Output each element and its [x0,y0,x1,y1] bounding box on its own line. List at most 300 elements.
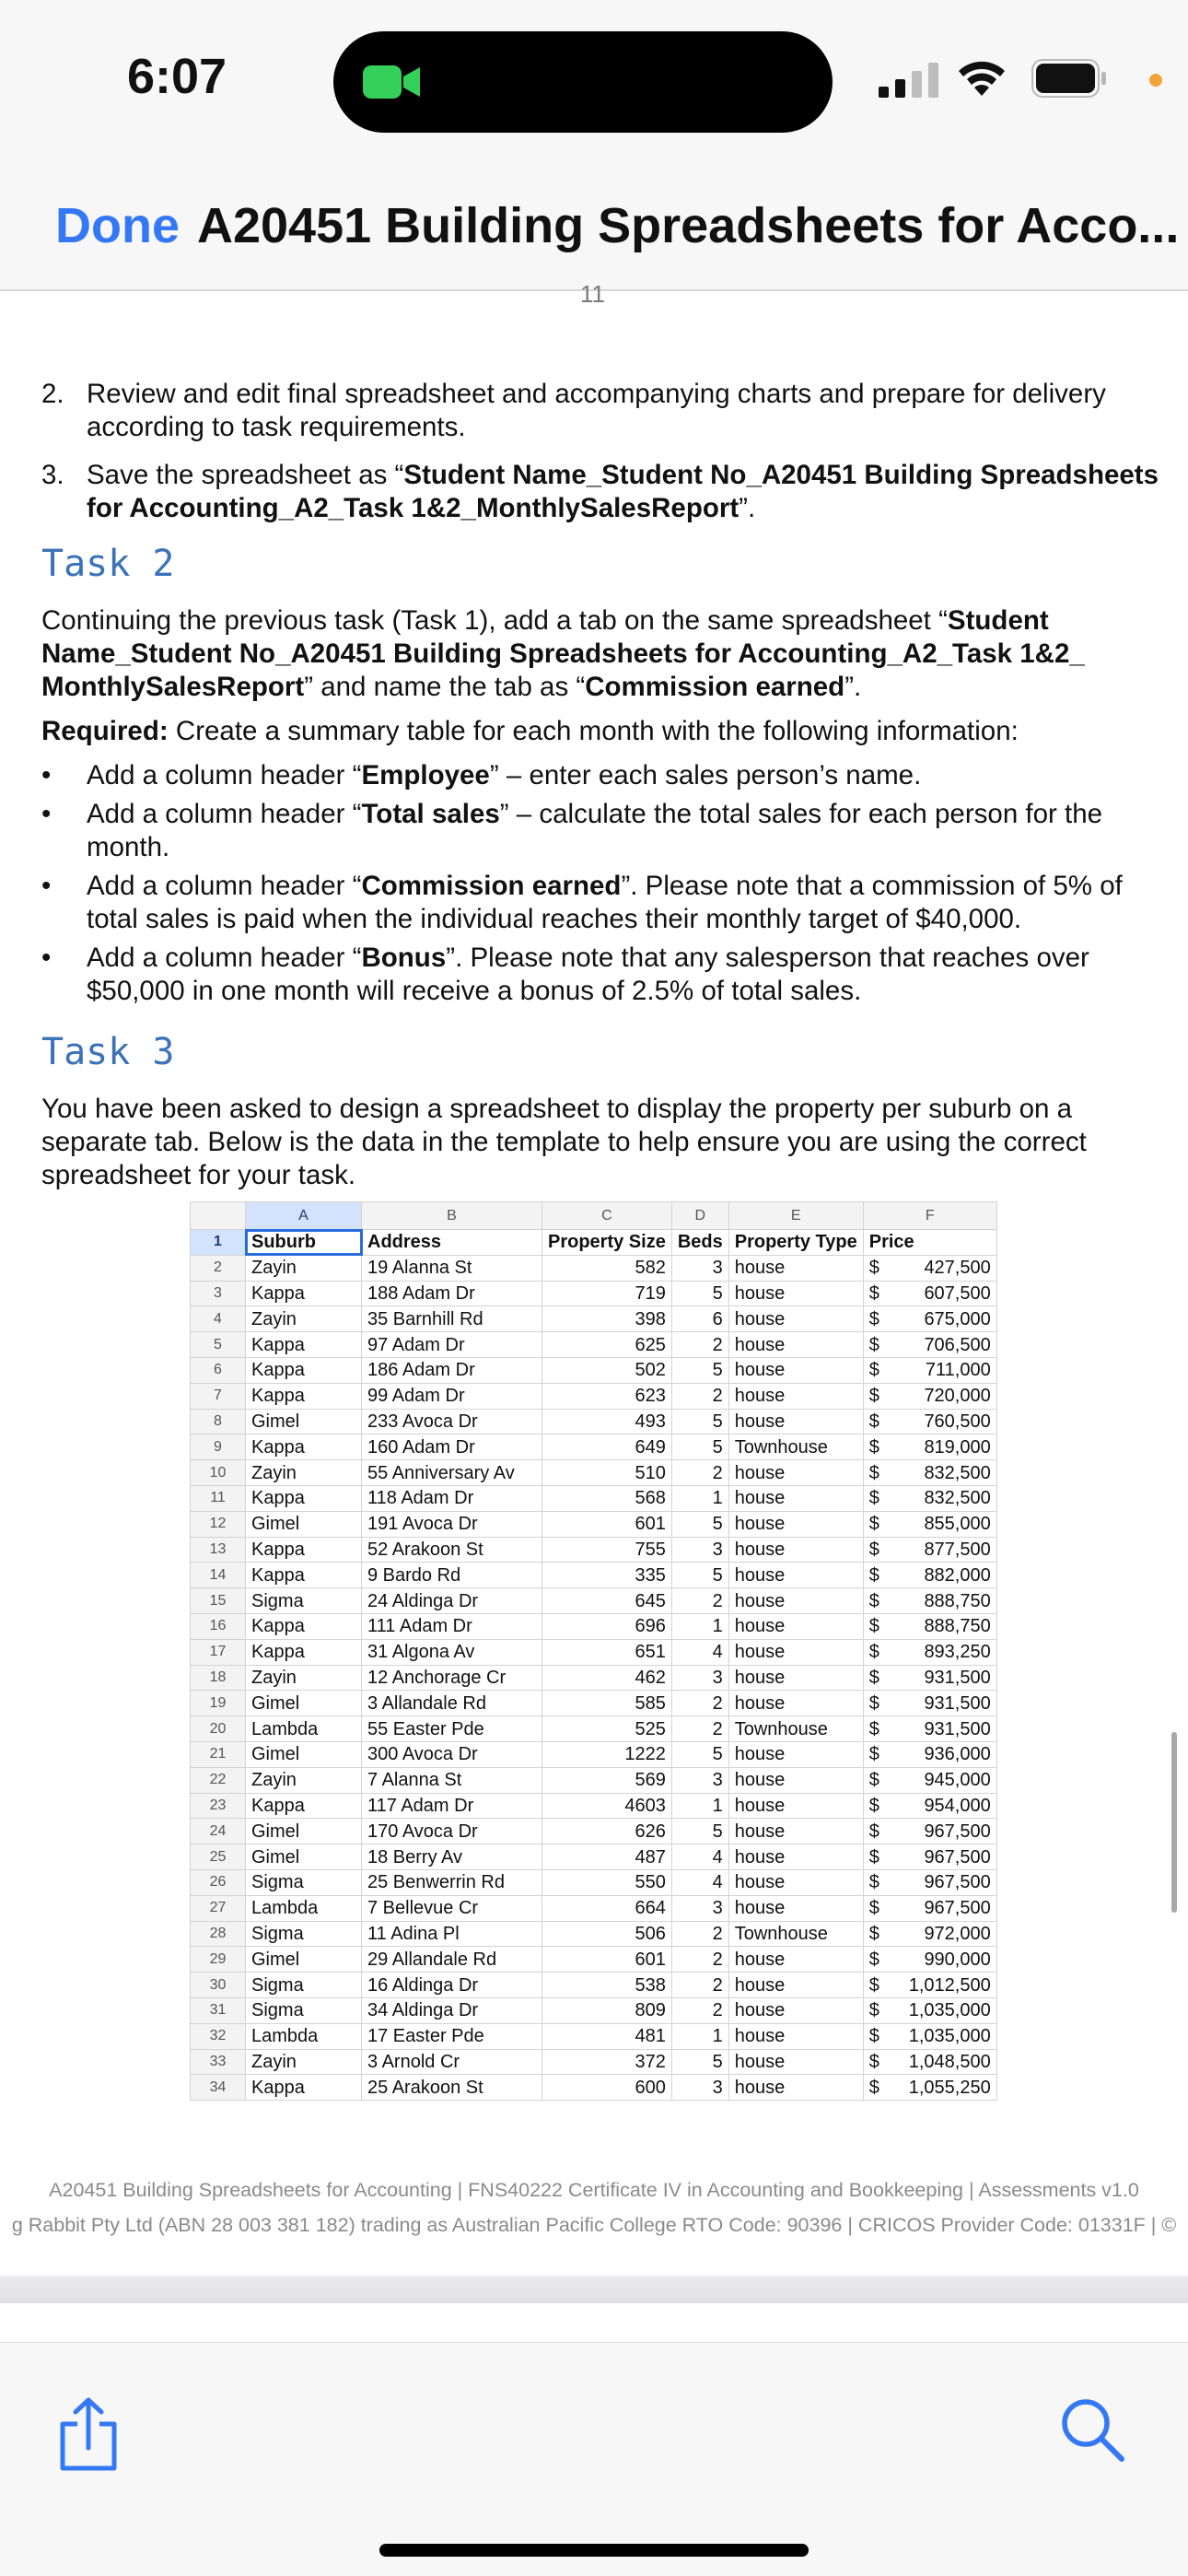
table-cell[interactable]: house [728,1460,863,1486]
table-cell[interactable]: Kappa [246,1434,362,1460]
table-cell[interactable]: Kappa [246,1332,362,1358]
price-cell[interactable] [863,1844,996,1870]
table-cell[interactable]: Townhouse [728,1434,863,1460]
table-cell[interactable]: 5 [671,1819,728,1844]
table-row [191,1434,997,1460]
row-number[interactable]: 34 [191,2075,246,2101]
table-cell[interactable]: 1222 [542,1741,672,1767]
table-cell[interactable]: 5 [671,1563,728,1588]
header-cell[interactable]: Beds [671,1230,728,1256]
table-cell[interactable]: 487 [542,1844,672,1870]
table-cell[interactable]: 5 [671,1741,728,1767]
row-number[interactable]: 10 [191,1460,246,1486]
table-cell[interactable]: 625 [542,1332,672,1358]
spreadsheet-table [190,1201,997,2101]
header-cell[interactable]: Price [863,1230,996,1256]
price-cell[interactable] [863,1332,996,1358]
price-value: 888,750 [924,1590,991,1611]
row-number[interactable]: 8 [191,1409,246,1434]
row-number[interactable]: 12 [191,1511,246,1537]
price-value: 720,000 [924,1386,991,1407]
price-value: 855,000 [924,1514,991,1535]
price-value: 1,035,000 [908,2000,991,2021]
price-cell[interactable] [863,1819,996,1844]
price-cell[interactable] [863,1973,996,1998]
row-number[interactable]: 16 [191,1613,246,1639]
column-letter[interactable]: D [671,1202,728,1230]
table-cell[interactable]: Gimel [246,1741,362,1767]
table-cell[interactable]: 52 Arakoon St [362,1537,542,1563]
row-number[interactable]: 32 [191,2023,246,2049]
table-cell[interactable]: 481 [542,2023,672,2049]
row-number[interactable]: 19 [191,1691,246,1716]
row-number[interactable]: 27 [191,1895,246,1921]
table-cell[interactable]: house [728,1357,863,1383]
privacy-indicator-dot [1149,74,1162,87]
table-cell[interactable]: Gimel [246,1691,362,1716]
table-cell[interactable]: house [728,1819,863,1844]
table-cell[interactable]: 5 [671,1357,728,1383]
row-number[interactable]: 21 [191,1741,246,1767]
table-cell[interactable]: 649 [542,1434,672,1460]
price-cell[interactable] [863,1665,996,1691]
column-letter[interactable]: F [863,1202,996,1230]
column-letter[interactable]: C [542,1202,672,1230]
wifi-icon [956,57,1007,98]
price-cell[interactable] [863,2049,996,2075]
price-cell[interactable] [863,1306,996,1332]
table-cell[interactable]: Zayin [246,1255,362,1281]
row-number[interactable]: 11 [191,1485,246,1511]
price-cell[interactable] [863,1563,996,1588]
table-row [191,1357,997,1383]
table-cell[interactable]: Gimel [246,1844,362,1870]
price-value: 706,500 [924,1334,991,1355]
done-button[interactable]: Done [55,198,180,253]
price-cell[interactable] [863,1613,996,1639]
table-cell[interactable]: house [728,1511,863,1537]
table-cell[interactable]: 300 Avoca Dr [362,1741,542,1767]
table-cell[interactable]: 3 Arnold Cr [362,2049,542,2075]
table-cell[interactable]: house [728,1613,863,1639]
table-cell[interactable]: house [728,2023,863,2049]
table-cell[interactable]: 118 Adam Dr [362,1485,542,1511]
row-number[interactable]: 18 [191,1665,246,1691]
table-cell[interactable]: 170 Avoca Dr [362,1819,542,1844]
table-cell[interactable]: 525 [542,1716,672,1742]
table-cell[interactable]: house [728,1895,863,1921]
table-cell[interactable]: 160 Adam Dr [362,1434,542,1460]
table-cell[interactable]: 188 Adam Dr [362,1281,542,1306]
price-cell[interactable] [863,1281,996,1306]
price-cell[interactable] [863,1895,996,1921]
table-cell[interactable]: 623 [542,1383,672,1409]
row-number[interactable]: 14 [191,1563,246,1588]
table-cell[interactable]: Kappa [246,1357,362,1383]
table-cell[interactable]: 3 [671,1537,728,1563]
price-cell[interactable] [863,1716,996,1742]
table-cell[interactable]: Kappa [246,1613,362,1639]
table-cell[interactable]: 696 [542,1613,672,1639]
table-cell[interactable]: Lambda [246,1716,362,1742]
table-cell[interactable]: 3 Allandale Rd [362,1691,542,1716]
table-cell[interactable]: Kappa [246,1485,362,1511]
table-cell[interactable]: 5 [671,1511,728,1537]
header-cell[interactable]: Property Type [728,1230,863,1256]
price-cell[interactable] [863,2023,996,2049]
table-cell[interactable]: Gimel [246,1409,362,1434]
table-cell[interactable]: Gimel [246,1947,362,1973]
row-number[interactable]: 1 [191,1230,246,1256]
table-cell[interactable]: house [728,1537,863,1563]
row-number[interactable]: 31 [191,1997,246,2023]
table-cell[interactable]: Zayin [246,1306,362,1332]
price-value: 832,500 [924,1462,991,1483]
table-cell[interactable]: Sigma [246,1973,362,1998]
table-cell[interactable]: 601 [542,1947,672,1973]
table-row [191,1869,997,1895]
currency-symbol: $ [868,1898,879,1919]
table-cell[interactable]: house [728,1767,863,1793]
price-cell[interactable] [863,2075,996,2101]
price-value: 1,055,250 [908,2077,991,2098]
price-cell[interactable] [863,1869,996,1895]
table-cell[interactable]: 755 [542,1537,672,1563]
price-cell[interactable] [863,1921,996,1947]
scrollbar[interactable] [1171,1732,1177,1913]
price-cell[interactable] [863,1588,996,1614]
price-cell[interactable] [863,1691,996,1716]
price-cell[interactable] [863,1485,996,1511]
row-number[interactable]: 26 [191,1869,246,1895]
table-cell[interactable]: Lambda [246,1895,362,1921]
table-cell[interactable]: 506 [542,1921,672,1947]
row-number[interactable]: 5 [191,1332,246,1358]
table-cell[interactable]: house [728,1563,863,1588]
table-cell[interactable]: house [728,1255,863,1281]
table-cell[interactable]: 600 [542,2075,672,2101]
table-cell[interactable]: Townhouse [728,1921,863,1947]
home-indicator[interactable] [379,2544,809,2557]
table-cell[interactable]: house [728,1383,863,1409]
table-cell[interactable]: 25 Arakoon St [362,2075,542,2101]
bullet-text: ”. Please note that a commission of 5% of total sales is paid when the individual reaches their monthly target of $40,000. [87,871,1123,934]
table-cell[interactable]: 569 [542,1767,672,1793]
table-cell[interactable]: 550 [542,1869,672,1895]
row-number[interactable]: 24 [191,1819,246,1844]
table-cell[interactable]: 2 [671,1691,728,1716]
currency-symbol: $ [868,1488,879,1509]
table-cell[interactable]: Kappa [246,1537,362,1563]
table-cell[interactable]: 3 [671,1665,728,1691]
table-cell[interactable]: 17 Easter Pde [362,2023,542,2049]
status-time: 6:07 [127,49,227,104]
table-cell[interactable]: 117 Adam Dr [362,1793,542,1819]
table-cell[interactable]: Zayin [246,1460,362,1486]
currency-symbol: $ [868,1462,879,1483]
table-cell[interactable]: 12 Anchorage Cr [362,1665,542,1691]
table-cell[interactable]: house [728,1409,863,1434]
row-number[interactable]: 17 [191,1639,246,1665]
task-3-heading: Task 3 [41,1031,175,1073]
table-cell[interactable]: 651 [542,1639,672,1665]
table-cell[interactable]: Sigma [246,1588,362,1614]
table-cell[interactable]: house [728,2075,863,2101]
cellular-signal-icon [879,63,939,98]
price-cell[interactable] [863,1639,996,1665]
table-cell[interactable]: 35 Barnhill Rd [362,1306,542,1332]
table-cell[interactable]: Gimel [246,1819,362,1844]
table-cell[interactable]: 1 [671,1793,728,1819]
table-cell[interactable]: 493 [542,1409,672,1434]
price-cell[interactable] [863,1767,996,1793]
table-cell[interactable]: 462 [542,1665,672,1691]
row-number[interactable]: 9 [191,1434,246,1460]
row-number[interactable]: 3 [191,1281,246,1306]
table-cell[interactable]: house [728,1869,863,1895]
table-cell[interactable]: 25 Benwerrin Rd [362,1869,542,1895]
price-cell[interactable] [863,1537,996,1563]
facetime-camera-icon [363,64,422,100]
table-cell[interactable]: Zayin [246,1767,362,1793]
table-cell[interactable]: 18 Berry Av [362,1844,542,1870]
table-cell[interactable]: 1 [671,2023,728,2049]
table-cell[interactable]: 97 Adam Dr [362,1332,542,1358]
table-cell[interactable]: Townhouse [728,1716,863,1742]
table-cell[interactable]: 2 [671,1973,728,1998]
row-number[interactable]: 20 [191,1716,246,1742]
task-2-intro [41,604,1165,704]
table-cell[interactable]: Sigma [246,1869,362,1895]
table-cell[interactable]: Gimel [246,1511,362,1537]
header-cell[interactable]: Property Size [542,1230,672,1256]
price-cell[interactable] [863,1997,996,2023]
table-cell[interactable]: Sigma [246,1997,362,2023]
table-cell[interactable]: Zayin [246,2049,362,2075]
row-number[interactable]: 13 [191,1537,246,1563]
table-cell[interactable]: 34 Aldinga Dr [362,1997,542,2023]
search-icon[interactable] [1059,2396,1125,2463]
table-cell[interactable]: 502 [542,1357,672,1383]
table-cell[interactable]: 601 [542,1511,672,1537]
table-cell[interactable]: 11 Adina Pl [362,1921,542,1947]
price-cell[interactable] [863,1434,996,1460]
row-number[interactable]: 23 [191,1793,246,1819]
table-cell[interactable]: house [728,1639,863,1665]
table-cell[interactable]: 2 [671,1332,728,1358]
table-row [191,2023,997,2049]
table-cell[interactable]: Kappa [246,1793,362,1819]
table-cell[interactable]: Zayin [246,1665,362,1691]
table-cell[interactable]: Kappa [246,1563,362,1588]
table-cell[interactable]: 111 Adam Dr [362,1613,542,1639]
table-cell[interactable]: house [728,1997,863,2023]
corner-cell[interactable] [191,1202,246,1230]
table-cell[interactable]: house [728,1691,863,1716]
table-cell[interactable]: 2 [671,1383,728,1409]
table-cell[interactable]: 809 [542,1997,672,2023]
column-letter[interactable]: B [362,1202,542,1230]
table-cell[interactable]: 3 [671,1255,728,1281]
bullet-text: Add a column header “ [87,799,362,829]
table-cell[interactable]: 55 Anniversary Av [362,1460,542,1486]
table-cell[interactable]: 7 Alanna St [362,1767,542,1793]
row-number[interactable]: 6 [191,1357,246,1383]
table-cell[interactable]: 2 [671,1921,728,1947]
table-cell[interactable]: 99 Adam Dr [362,1383,542,1409]
table-cell[interactable]: 3 [671,1895,728,1921]
table-cell[interactable]: house [728,1973,863,1998]
table-cell[interactable]: Lambda [246,2023,362,2049]
row-number[interactable]: 15 [191,1588,246,1614]
table-row [191,1255,997,1281]
tab-name-text: Commission earned [585,672,845,702]
table-cell[interactable]: Sigma [246,1921,362,1947]
table-cell[interactable]: 6 [671,1306,728,1332]
table-row [191,1973,997,1998]
bullet-item [41,942,1165,1008]
table-cell[interactable]: house [728,1793,863,1819]
header-cell[interactable]: Address [362,1230,542,1256]
table-cell[interactable]: 645 [542,1588,672,1614]
table-cell[interactable]: 5 [671,1434,728,1460]
currency-symbol: $ [868,2026,879,2047]
table-cell[interactable]: house [728,1741,863,1767]
price-cell[interactable] [863,1793,996,1819]
price-cell[interactable] [863,1357,996,1383]
table-cell[interactable]: Kappa [246,1383,362,1409]
table-cell[interactable]: 1 [671,1613,728,1639]
table-cell[interactable]: house [728,2049,863,2075]
row-number[interactable]: 33 [191,2049,246,2075]
table-cell[interactable]: 2 [671,1997,728,2023]
table-cell[interactable]: 5 [671,2049,728,2075]
table-cell[interactable]: 1 [671,1485,728,1511]
table-cell[interactable]: 3 [671,1767,728,1793]
table-cell[interactable]: 626 [542,1819,672,1844]
price-value: 967,500 [924,1898,991,1919]
price-value: 931,500 [924,1692,991,1714]
document-body [41,378,1165,1203]
table-cell[interactable]: house [728,1844,863,1870]
table-cell[interactable]: 538 [542,1973,672,1998]
row-number[interactable]: 30 [191,1973,246,1998]
table-cell[interactable]: house [728,1485,863,1511]
price-value: 1,048,500 [908,2051,991,2072]
table-cell[interactable]: 2 [671,1460,728,1486]
table-cell[interactable]: 4603 [542,1793,672,1819]
table-cell[interactable]: 31 Algona Av [362,1639,542,1665]
currency-symbol: $ [868,1411,879,1432]
table-cell[interactable]: 233 Avoca Dr [362,1409,542,1434]
table-cell[interactable]: 4 [671,1639,728,1665]
table-cell[interactable]: 9 Bardo Rd [362,1563,542,1588]
table-cell[interactable]: 398 [542,1306,672,1332]
table-cell[interactable]: 568 [542,1485,672,1511]
table-row [191,1895,997,1921]
table-row [191,1537,997,1563]
row-number[interactable]: 7 [191,1383,246,1409]
table-cell[interactable]: 4 [671,1869,728,1895]
price-cell[interactable] [863,1460,996,1486]
price-cell[interactable] [863,1383,996,1409]
price-cell[interactable] [863,1255,996,1281]
table-cell[interactable]: 7 Bellevue Cr [362,1895,542,1921]
price-cell[interactable] [863,1947,996,1973]
column-letter[interactable]: E [728,1202,863,1230]
table-cell[interactable]: Kappa [246,1639,362,1665]
table-cell[interactable]: 5 [671,1409,728,1434]
table-cell[interactable]: 55 Easter Pde [362,1716,542,1742]
table-cell[interactable]: 335 [542,1563,672,1588]
row-number[interactable]: 22 [191,1767,246,1793]
table-cell[interactable]: house [728,1588,863,1614]
row-number[interactable]: 29 [191,1947,246,1973]
table-cell[interactable]: 19 Alanna St [362,1255,542,1281]
table-cell[interactable]: Kappa [246,2075,362,2101]
row-number[interactable]: 2 [191,1255,246,1281]
currency-symbol: $ [868,1667,879,1688]
table-cell[interactable]: house [728,1947,863,1973]
price-cell[interactable] [863,1511,996,1537]
page-number: 11 [580,280,605,308]
table-cell[interactable]: Kappa [246,1281,362,1306]
table-cell[interactable]: 24 Aldinga Dr [362,1588,542,1614]
table-cell[interactable]: house [728,1281,863,1306]
price-cell[interactable] [863,1741,996,1767]
table-cell[interactable]: 5 [671,1281,728,1306]
column-letter[interactable]: A [246,1202,362,1230]
table-cell[interactable]: 664 [542,1895,672,1921]
table-cell[interactable]: house [728,1665,863,1691]
table-cell[interactable]: house [728,1332,863,1358]
table-cell[interactable]: 510 [542,1460,672,1486]
table-cell[interactable]: 719 [542,1281,672,1306]
bullet-text: Add a column header “ [87,871,362,901]
table-cell[interactable]: 29 Allandale Rd [362,1947,542,1973]
list-text: ”. [739,493,756,523]
table-cell[interactable]: 4 [671,1844,728,1870]
table-cell[interactable]: 2 [671,1947,728,1973]
table-cell[interactable]: 3 [671,2075,728,2101]
table-cell[interactable]: 16 Aldinga Dr [362,1973,542,1998]
bullet-dot: • [41,799,52,829]
price-value: 967,500 [924,1872,991,1893]
table-cell[interactable]: 582 [542,1255,672,1281]
header-cell[interactable]: Suburb [246,1230,362,1256]
table-row [191,1844,997,1870]
table-cell[interactable]: 585 [542,1691,672,1716]
table-cell[interactable]: 2 [671,1588,728,1614]
task-3-text: You have been asked to design a spreadsheet to display the property per suburb on a separate tab. Below is the data in the template to help ensure you are using the correct spreadsheet for your task. [41,1094,1087,1190]
currency-symbol: $ [868,1923,879,1944]
table-cell[interactable]: 372 [542,2049,672,2075]
table-cell[interactable]: 2 [671,1716,728,1742]
row-number[interactable]: 4 [191,1306,246,1332]
share-icon[interactable] [55,2396,122,2472]
row-number[interactable]: 28 [191,1921,246,1947]
currency-symbol: $ [868,1718,879,1739]
table-cell[interactable]: house [728,1306,863,1332]
price-cell[interactable] [863,1409,996,1434]
table-row [191,1665,997,1691]
table-cell[interactable]: 186 Adam Dr [362,1357,542,1383]
row-number[interactable]: 25 [191,1844,246,1870]
price-value: 954,000 [924,1795,991,1816]
bullet-item [41,798,1165,864]
table-cell[interactable]: 191 Avoca Dr [362,1511,542,1537]
column-header-name: Total sales [361,799,500,829]
